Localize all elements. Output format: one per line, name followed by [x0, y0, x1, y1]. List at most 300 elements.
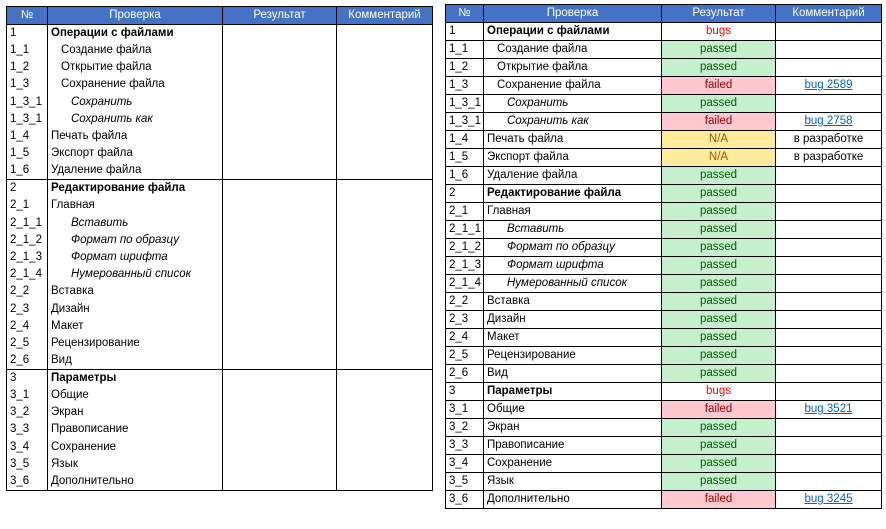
col-header-comment: Комментарий — [776, 5, 882, 23]
row-title-text: Экран — [487, 421, 520, 433]
row-title-text: Удаление файла — [51, 164, 142, 177]
result-cell[interactable] — [223, 42, 337, 59]
row-title — [484, 455, 662, 473]
row-number: 2_3 — [446, 311, 484, 329]
row-number: 1 — [446, 23, 484, 41]
row-number: 2 — [7, 180, 48, 198]
row-number: 3_1 — [446, 401, 484, 419]
row-title-text: Дополнительно — [51, 474, 134, 487]
table-row — [446, 293, 882, 311]
comment-cell — [776, 401, 882, 419]
row-number: 3 — [446, 383, 484, 401]
row-title-text: Общие — [487, 403, 525, 415]
comment-cell[interactable] — [337, 94, 433, 111]
result-cell[interactable] — [223, 473, 337, 491]
result-cell[interactable] — [223, 456, 337, 473]
row-title-text: Рецензирование — [487, 349, 576, 361]
row-title-text: Главная — [487, 205, 531, 217]
table-row — [7, 283, 433, 300]
result-status: bugs — [662, 23, 776, 41]
table-row — [446, 23, 882, 41]
result-cell[interactable] — [223, 352, 337, 370]
result-cell[interactable] — [223, 404, 337, 421]
table-row — [7, 232, 433, 249]
comment-cell — [776, 275, 882, 293]
header-row — [446, 5, 882, 23]
row-title — [48, 352, 223, 370]
row-number: 1_3_1 — [446, 95, 484, 113]
row-title — [48, 59, 223, 76]
comment-cell — [776, 185, 882, 203]
row-title-text: Создание файла — [497, 43, 588, 55]
comment-cell[interactable] — [337, 215, 433, 232]
table-row — [446, 239, 882, 257]
row-title — [48, 300, 223, 317]
row-title — [484, 203, 662, 221]
comment-cell[interactable] — [337, 439, 433, 456]
row-title — [484, 293, 662, 311]
result-cell[interactable] — [223, 266, 337, 283]
table-row — [7, 300, 433, 317]
result-cell[interactable] — [223, 387, 337, 404]
row-title — [484, 149, 662, 167]
row-number: 2_1_1 — [446, 221, 484, 239]
result-cell[interactable] — [223, 25, 337, 43]
row-number: 3_3 — [7, 421, 48, 438]
row-number: 1_3_1 — [446, 113, 484, 131]
result-status: passed — [662, 275, 776, 293]
row-title — [484, 239, 662, 257]
table-row — [7, 352, 433, 370]
row-title-text: Правописание — [487, 439, 565, 451]
row-title-text: Язык — [51, 457, 78, 470]
result-cell[interactable] — [223, 300, 337, 317]
row-title — [48, 249, 223, 266]
row-title — [484, 347, 662, 365]
row-number: 2_1_2 — [7, 232, 48, 249]
row-number: 2_1_4 — [446, 275, 484, 293]
comment-text: в разработке — [793, 133, 864, 145]
row-title — [48, 456, 223, 473]
row-number: 2 — [446, 185, 484, 203]
row-title — [484, 275, 662, 293]
row-title-text: Вставка — [487, 295, 530, 307]
table-row — [446, 41, 882, 59]
row-title — [48, 387, 223, 404]
row-title-text: Сохранить как — [71, 112, 153, 125]
row-title — [484, 311, 662, 329]
row-title-text: Макет — [487, 331, 520, 343]
table-row — [7, 404, 433, 421]
comment-cell — [776, 257, 882, 275]
comment-cell — [776, 77, 882, 95]
row-number: 3_6 — [7, 473, 48, 491]
row-title — [48, 404, 223, 421]
comment-cell[interactable] — [337, 352, 433, 370]
row-title — [484, 383, 662, 401]
comment-cell[interactable] — [337, 42, 433, 59]
result-status: passed — [662, 203, 776, 221]
row-title — [484, 113, 662, 131]
comment-cell[interactable] — [337, 473, 433, 491]
row-title-text: Параметры — [487, 385, 553, 397]
row-title-text: Формат шрифта — [71, 250, 168, 263]
row-title-text: Формат шрифта — [507, 259, 604, 271]
comment-cell[interactable] — [337, 283, 433, 300]
row-title — [48, 180, 223, 198]
row-title-text: Операции с файлами — [487, 25, 610, 37]
comment-cell[interactable] — [337, 266, 433, 283]
row-title — [484, 491, 662, 509]
table-row — [7, 145, 433, 162]
table-row — [446, 257, 882, 275]
row-number: 1_1 — [446, 41, 484, 59]
row-title — [48, 215, 223, 232]
row-title — [48, 421, 223, 438]
comment-cell — [776, 149, 882, 167]
result-status: failed — [662, 113, 776, 131]
comment-cell[interactable] — [337, 404, 433, 421]
row-title — [48, 42, 223, 59]
table-row — [446, 185, 882, 203]
table-row — [446, 455, 882, 473]
table-row — [446, 437, 882, 455]
row-number: 3_2 — [7, 404, 48, 421]
comment-cell — [776, 329, 882, 347]
row-title-text: Нумерованный список — [71, 268, 192, 281]
table-row — [446, 221, 882, 239]
row-title-text: Правописание — [51, 423, 129, 436]
result-cell[interactable] — [223, 128, 337, 145]
result-cell[interactable] — [223, 59, 337, 76]
row-title-text: Вставка — [51, 285, 94, 298]
row-number: 2_6 — [446, 365, 484, 383]
row-title-text: Экспорт файла — [51, 147, 133, 160]
row-title — [484, 419, 662, 437]
table-row — [446, 59, 882, 77]
row-title-text: Формат по образцу — [507, 241, 615, 253]
row-title-text: Печать файла — [487, 133, 564, 145]
row-title — [484, 437, 662, 455]
col-header-num: № — [7, 7, 48, 25]
row-title-text: Сохранение — [487, 457, 553, 469]
row-title — [48, 283, 223, 300]
row-title-text: Дополнительно — [487, 493, 570, 505]
row-title — [484, 167, 662, 185]
row-number: 2_5 — [7, 335, 48, 352]
row-title-text: Сохранить — [71, 95, 133, 108]
comment-cell[interactable] — [337, 300, 433, 317]
row-title — [484, 365, 662, 383]
result-cell[interactable] — [223, 318, 337, 335]
result-status: passed — [662, 365, 776, 383]
comment-cell — [776, 383, 882, 401]
result-status: passed — [662, 167, 776, 185]
test-results-body — [446, 23, 882, 509]
result-cell[interactable] — [223, 162, 337, 180]
row-title-text: Вид — [487, 367, 508, 379]
row-title — [48, 439, 223, 456]
comment-cell — [776, 293, 882, 311]
row-number: 1_4 — [7, 128, 48, 145]
table-row — [7, 335, 433, 352]
comment-cell[interactable] — [337, 249, 433, 266]
row-title-text: Сохранить как — [507, 115, 589, 127]
table-row — [446, 419, 882, 437]
row-number: 3_5 — [7, 456, 48, 473]
col-header-check: Проверка — [484, 5, 662, 23]
comment-cell — [776, 455, 882, 473]
table-row — [7, 197, 433, 214]
result-cell[interactable] — [223, 180, 337, 198]
table-row — [446, 113, 882, 131]
table-row — [7, 439, 433, 456]
row-number: 2_1_1 — [7, 215, 48, 232]
comment-cell[interactable] — [337, 162, 433, 180]
result-status: passed — [662, 95, 776, 113]
comment-cell — [776, 221, 882, 239]
comment-cell — [776, 473, 882, 491]
row-title — [484, 257, 662, 275]
row-number: 2_2 — [446, 293, 484, 311]
bug-link[interactable]: bug 2758 — [804, 115, 853, 127]
row-title-text: Удаление файла — [487, 169, 578, 181]
result-status: passed — [662, 257, 776, 275]
row-number: 3_1 — [7, 387, 48, 404]
result-cell[interactable] — [223, 283, 337, 300]
result-status: N/A — [662, 131, 776, 149]
row-title-text: Вставить — [507, 223, 565, 235]
row-title-text: Печать файла — [51, 130, 128, 143]
result-status: failed — [662, 401, 776, 419]
table-row — [7, 111, 433, 128]
bug-link[interactable]: bug 2589 — [804, 79, 853, 91]
comment-cell — [776, 167, 882, 185]
row-title-text: Создание файла — [61, 44, 152, 57]
row-title-text: Вставить — [71, 216, 129, 229]
comment-cell — [776, 41, 882, 59]
bug-link[interactable]: bug 3245 — [804, 493, 853, 505]
row-title-text: Операции с файлами — [51, 27, 174, 39]
table-row — [446, 347, 882, 365]
row-number: 3_5 — [446, 473, 484, 491]
row-title — [48, 266, 223, 283]
row-number: 1_4 — [446, 131, 484, 149]
result-cell[interactable] — [223, 215, 337, 232]
comment-cell[interactable] — [337, 111, 433, 128]
test-plan-body — [7, 25, 433, 491]
result-status: failed — [662, 491, 776, 509]
row-number: 2_5 — [446, 347, 484, 365]
row-title-text: Макет — [51, 319, 84, 332]
table-row — [446, 203, 882, 221]
row-title-text: Редактирование файла — [487, 187, 622, 199]
row-number: 1 — [7, 25, 48, 43]
comment-cell[interactable] — [337, 232, 433, 249]
result-status: passed — [662, 239, 776, 257]
test-results-table — [445, 4, 882, 509]
table-row — [7, 456, 433, 473]
row-title-text: Редактирование файла — [51, 182, 186, 195]
result-cell[interactable] — [223, 145, 337, 162]
result-cell[interactable] — [223, 335, 337, 352]
row-number: 1_3 — [446, 77, 484, 95]
row-title — [48, 318, 223, 335]
row-title — [484, 401, 662, 419]
row-number: 2_3 — [7, 300, 48, 317]
result-cell[interactable] — [223, 439, 337, 456]
row-title — [48, 370, 223, 388]
table-row — [446, 473, 882, 491]
row-title-text: Параметры — [51, 372, 117, 384]
table-row — [446, 383, 882, 401]
row-title — [48, 162, 223, 180]
row-number: 3_4 — [446, 455, 484, 473]
row-title-text: Открытие файла — [61, 61, 152, 74]
comment-cell — [776, 131, 882, 149]
row-number: 2_1_3 — [446, 257, 484, 275]
row-title — [48, 145, 223, 162]
row-number: 1_6 — [7, 162, 48, 180]
result-status: passed — [662, 59, 776, 77]
comment-cell[interactable] — [337, 335, 433, 352]
row-number: 1_3_1 — [7, 111, 48, 128]
table-row — [446, 491, 882, 509]
row-title-text: Дизайн — [51, 302, 90, 315]
row-number: 2_4 — [446, 329, 484, 347]
table-row — [446, 329, 882, 347]
result-cell[interactable] — [223, 111, 337, 128]
result-cell[interactable] — [223, 249, 337, 266]
comment-cell — [776, 491, 882, 509]
row-number: 1_3_1 — [7, 94, 48, 111]
row-number: 2_4 — [7, 318, 48, 335]
result-cell[interactable] — [223, 76, 337, 93]
comment-cell — [776, 23, 882, 41]
comment-cell[interactable] — [337, 76, 433, 93]
comment-cell[interactable] — [337, 145, 433, 162]
row-title-text: Сохранение — [51, 440, 117, 453]
result-status: passed — [662, 41, 776, 59]
row-number: 2_1_3 — [7, 249, 48, 266]
row-title-text: Нумерованный список — [507, 277, 628, 289]
result-status: passed — [662, 185, 776, 203]
comment-cell — [776, 203, 882, 221]
comment-cell[interactable] — [337, 25, 433, 43]
col-header-result: Результат — [223, 7, 337, 25]
row-title-text: Дизайн — [487, 313, 526, 325]
row-title — [48, 76, 223, 93]
test-plan-table — [6, 6, 433, 491]
table-row — [446, 149, 882, 167]
comment-cell — [776, 419, 882, 437]
result-cell[interactable] — [223, 94, 337, 111]
row-title — [484, 131, 662, 149]
row-title-text: Формат по образцу — [71, 233, 179, 246]
row-title — [48, 473, 223, 491]
row-number: 1_3 — [7, 76, 48, 93]
table-row — [446, 311, 882, 329]
row-title-text: Вид — [51, 354, 72, 366]
header-row — [7, 7, 433, 25]
result-cell[interactable] — [223, 370, 337, 388]
row-title-text: Сохранение файла — [497, 79, 601, 91]
row-number: 3_6 — [446, 491, 484, 509]
table-row — [7, 266, 433, 283]
result-cell[interactable] — [223, 421, 337, 438]
table-row — [7, 473, 433, 491]
comment-cell[interactable] — [337, 370, 433, 388]
table-row — [7, 215, 433, 232]
result-status: passed — [662, 221, 776, 239]
row-title — [48, 232, 223, 249]
table-row — [446, 365, 882, 383]
row-title — [484, 185, 662, 203]
comment-cell[interactable] — [337, 197, 433, 214]
row-title — [484, 95, 662, 113]
comment-cell — [776, 95, 882, 113]
row-number: 2_1 — [7, 197, 48, 214]
row-title-text: Экран — [51, 406, 84, 419]
comment-cell — [776, 59, 882, 77]
table-row — [446, 167, 882, 185]
comment-cell[interactable] — [337, 421, 433, 438]
result-status: passed — [662, 347, 776, 365]
row-title-text: Язык — [487, 475, 514, 487]
table-row — [7, 162, 433, 180]
comment-cell — [776, 347, 882, 365]
row-title-text: Экспорт файла — [487, 151, 569, 163]
result-cell[interactable] — [223, 197, 337, 214]
result-status: passed — [662, 311, 776, 329]
comment-text: в разработке — [793, 151, 864, 163]
table-row — [7, 421, 433, 438]
row-number: 1_2 — [446, 59, 484, 77]
row-number: 2_1 — [446, 203, 484, 221]
table-row — [7, 318, 433, 335]
row-title-text: Открытие файла — [497, 61, 588, 73]
row-title — [48, 335, 223, 352]
row-number: 2_1_4 — [7, 266, 48, 283]
result-status: passed — [662, 473, 776, 491]
comment-cell — [776, 311, 882, 329]
comment-cell[interactable] — [337, 59, 433, 76]
table-row — [7, 387, 433, 404]
comment-cell[interactable] — [337, 456, 433, 473]
row-number: 1_6 — [446, 167, 484, 185]
bug-link[interactable]: bug 3521 — [804, 403, 853, 415]
comment-cell — [776, 365, 882, 383]
comment-cell[interactable] — [337, 387, 433, 404]
comment-cell[interactable] — [337, 128, 433, 145]
table-row — [446, 131, 882, 149]
result-cell[interactable] — [223, 232, 337, 249]
comment-cell[interactable] — [337, 318, 433, 335]
table-row — [7, 59, 433, 76]
comment-cell[interactable] — [337, 180, 433, 198]
result-status: passed — [662, 437, 776, 455]
table-row — [7, 128, 433, 145]
col-header-comment: Комментарий — [337, 7, 433, 25]
comment-cell — [776, 113, 882, 131]
table-row — [7, 76, 433, 93]
row-number: 1_5 — [7, 145, 48, 162]
row-title — [484, 41, 662, 59]
row-title-text: Общие — [51, 389, 89, 402]
row-number: 1_5 — [446, 149, 484, 167]
row-number: 2_6 — [7, 352, 48, 370]
col-header-check: Проверка — [48, 7, 223, 25]
